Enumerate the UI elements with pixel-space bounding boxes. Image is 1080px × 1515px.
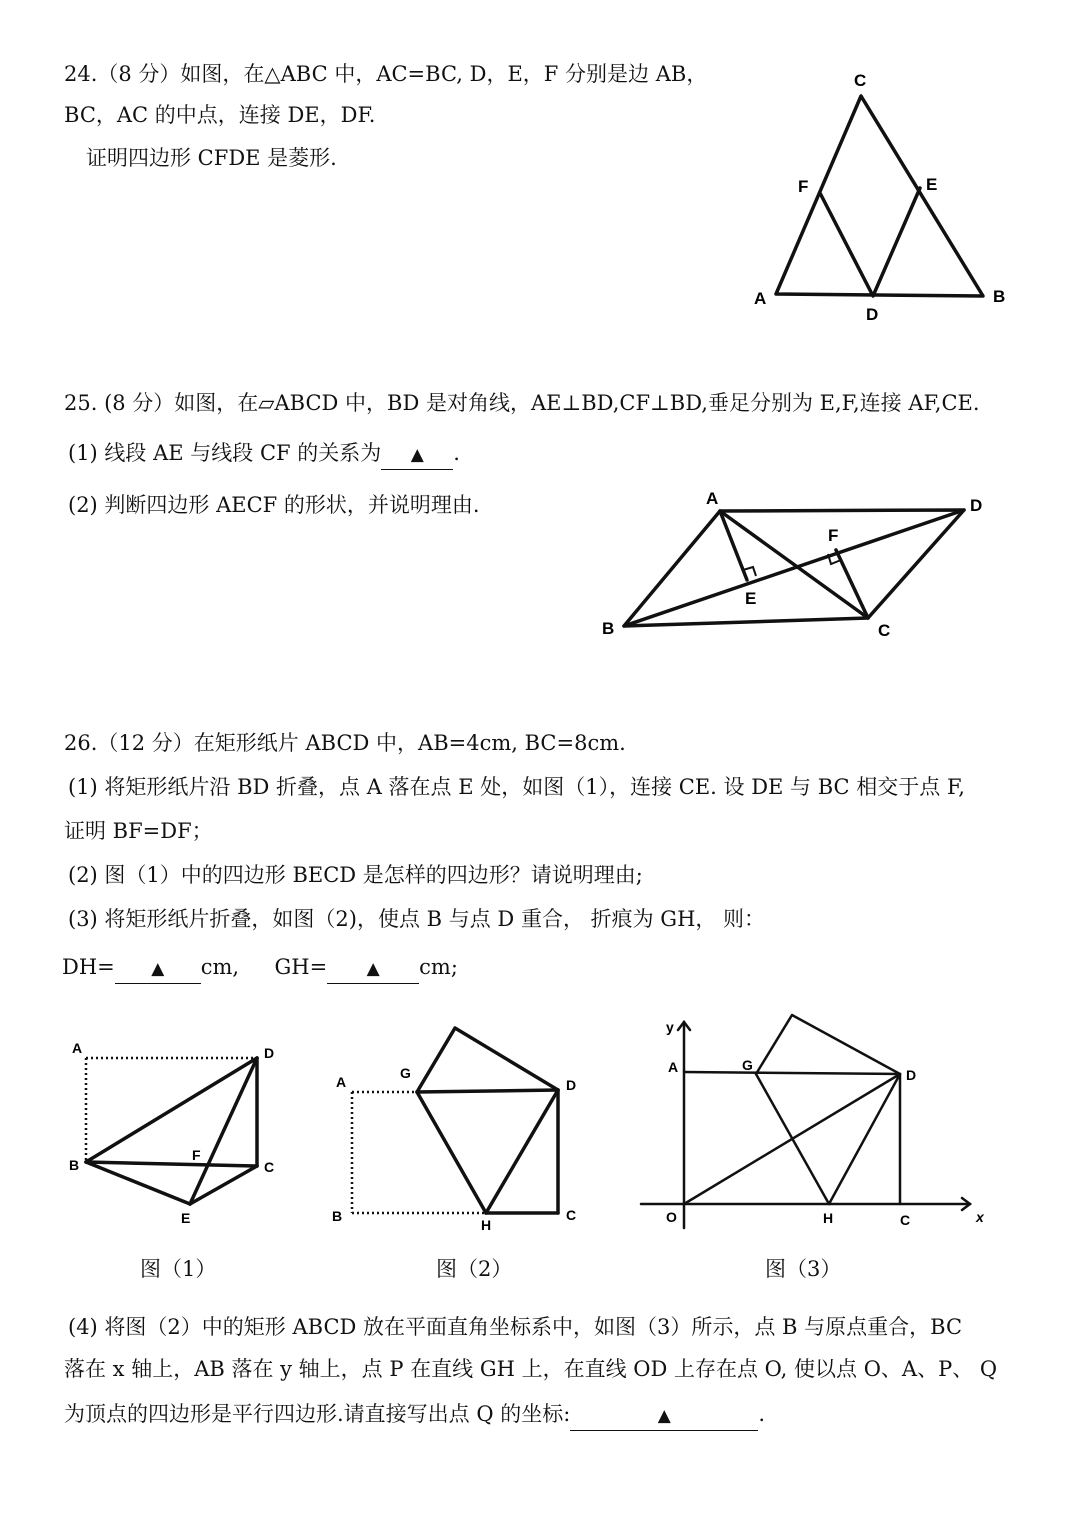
q26-part4-line1: (4) 将图（2）中的矩形 ABCD 放在平面直角坐标系中，如图（3）所示，点 B 与原点重合，BC: [68, 1315, 963, 1339]
q24-line1: 24.（8 分）如图，在△ABC 中，AC=BC, D，E，F 分别是边 AB，: [64, 62, 708, 86]
fig1-caption: 图（1）: [140, 1257, 217, 1281]
q25-part2: (2) 判断四边形 AECF 的形状，并说明理由.: [68, 493, 480, 517]
q24-label-F: F: [798, 177, 809, 196]
fig2-label-H: H: [481, 1217, 492, 1233]
q25-parallelogram-figure: [596, 484, 996, 644]
q25-part1-text: (1) 线段 AE 与线段 CF 的关系为: [68, 441, 382, 465]
q25-label-E: E: [745, 589, 757, 608]
q26-part1-line2: 证明 BF=DF；: [64, 819, 213, 843]
q26-part4-line2: 落在 x 轴上，AB 落在 y 轴上，点 P 在直线 GH 上，在直线 OD 上存在点 O, 使以点 O、A、P、 Q: [64, 1357, 998, 1381]
q25-part1: [68, 439, 460, 470]
dh-answer-blank[interactable]: ▲: [115, 955, 201, 984]
fig1-label-B: B: [69, 1157, 80, 1173]
fig3-label-G: G: [742, 1057, 753, 1073]
fig2-label-C: C: [566, 1207, 577, 1223]
fig3-label-y: y: [666, 1019, 674, 1035]
q26-part4-text: 为顶点的四边形是平行四边形.请直接写出点 Q 的坐标:: [64, 1402, 571, 1426]
q24-line3: 证明四边形 CFDE 是菱形.: [86, 146, 337, 170]
fig2-label-D: D: [566, 1077, 577, 1093]
gh-answer-blank[interactable]: ▲: [327, 955, 419, 984]
fig3-label-C: C: [900, 1212, 911, 1228]
q26-part1-line1: (1) 将矩形纸片沿 BD 折叠，点 A 落在点 E 处，如图（1），连接 CE. 设 DE 与 BC 相交于点 F,: [68, 775, 965, 799]
fig1-label-D: D: [264, 1045, 275, 1061]
q25-label-F: F: [828, 526, 839, 545]
q-coordinate-answer-blank[interactable]: ▲: [570, 1402, 758, 1431]
q25-part1-end: .: [453, 441, 460, 465]
q25-part1-answer-blank[interactable]: ▲: [381, 441, 453, 470]
q26-part4-line3: [64, 1400, 765, 1431]
fig3-label-H: H: [823, 1210, 834, 1226]
q26-line1: 26.（12 分）在矩形纸片 ABCD 中，AB=4cm, BC=8cm.: [64, 731, 626, 755]
fig2-caption: 图（2）: [436, 1257, 513, 1281]
dh-unit: cm,: [200, 955, 240, 979]
fig1-label-E: E: [181, 1210, 191, 1226]
q26-part2: (2) 图（1）中的四边形 BECD 是怎样的四边形？请说明理由;: [68, 863, 643, 887]
q26-part3: (3) 将矩形纸片折叠，如图（2)，使点 B 与点 D 重合， 折痕为 GH， 则：: [68, 907, 766, 931]
fig2-label-A: A: [336, 1074, 347, 1090]
q24-label-D: D: [866, 305, 879, 324]
q25-label-B: B: [602, 619, 615, 638]
q26-part3-answers: [62, 953, 458, 984]
fig1-label-C: C: [264, 1159, 275, 1175]
fig3-label-D: D: [906, 1067, 917, 1083]
q25-label-D: D: [970, 496, 983, 515]
fig3-caption: 图（3）: [765, 1257, 842, 1281]
fig3-label-O: O: [666, 1209, 677, 1225]
fig1-label-A: A: [72, 1040, 83, 1056]
fig3-label-A: A: [668, 1059, 679, 1075]
q25-line1: 25. (8 分）如图，在▱ABCD 中，BD 是对角线，AE⊥BD,CF⊥BD,垂足分别为 E,F,连接 AF,CE.: [64, 391, 980, 415]
fig2-label-G: G: [400, 1065, 411, 1081]
q26-part4-end: .: [758, 1402, 766, 1426]
q24-label-E: E: [926, 175, 938, 194]
gh-label: GH=: [274, 955, 328, 979]
q24-line2: BC，AC 的中点，连接 DE，DF.: [64, 103, 376, 127]
q25-label-A: A: [706, 489, 719, 508]
fig3-label-x: x: [976, 1209, 984, 1225]
q24-label-A: A: [754, 289, 767, 308]
q26-figure-2: [326, 1020, 596, 1233]
dh-label: DH=: [62, 955, 115, 979]
q26-figure-3: [636, 1010, 996, 1235]
fig2-label-B: B: [332, 1208, 343, 1224]
q26-figure-1: [64, 1030, 294, 1230]
q25-label-C: C: [878, 621, 891, 640]
fig1-label-F: F: [192, 1147, 201, 1163]
gh-unit: cm;: [419, 955, 458, 979]
q24-label-B: B: [993, 287, 1006, 306]
q24-label-C: C: [854, 71, 867, 90]
q24-triangle-figure: [740, 60, 1030, 340]
